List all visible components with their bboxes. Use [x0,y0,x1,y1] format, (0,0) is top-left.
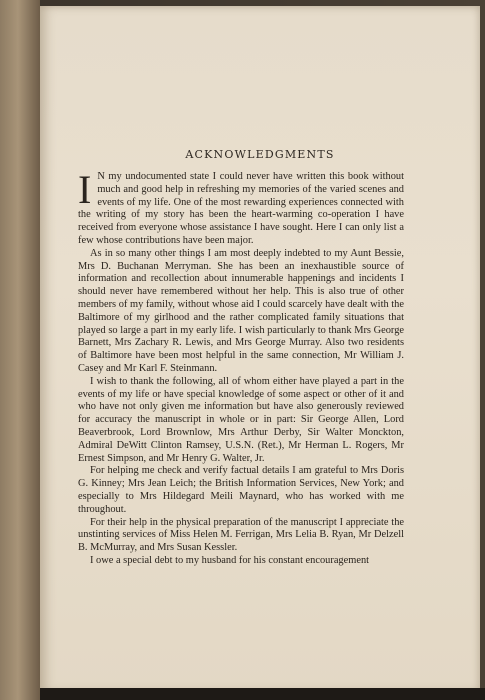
body-text [78,167,404,568]
paragraph-3: I wish to thank the following, all of whom either have played a part in the events of my life or have special knowledge of some aspect or other of it and who have not only given me information but have also generously reviewed for accuracy the manuscript in whole or in part: Sir George Allen, Lord Beaverbrook, Lord Brownlow, Mrs Arthur Derby, Sir Walter Monckton, Admiral DeWitt Clinton Ramsey, U.S.N. (Ret.), Mr Herman L. Rogers, Mr Ernest Simpson, and Mr Henry G. Walter, Jr. [78,375,404,464]
drop-cap: I [78,167,92,212]
paragraph-6: I owe a special debt to my husband for his constant encouragement [90,554,370,566]
page-bottom-edge [40,688,485,700]
paragraph-1 [78,167,404,248]
paragraph-1-text: N my undocumented state I could never have written this book without much and good help in refreshing my memories of the varied scenes and events of my life. One of the most rewarding experiences connected with the writing of my story has been the heart-warming co-operation I have received from everyone whose assistance I have sought. Here I can only list a few whose contributions have been major. [78,171,404,246]
paragraph-2: As in so many other things I am most deeply indebted to my Aunt Bessie, Mrs D. Buchanan Merryman. She has been an inexhaustible source of information and recollection about innumerable happenings and incidents I should never have remembered without her help. This is also true of other members of my family, without whose aid I could scarcely have dealt with the Baltimore of my girlhood and the rather complicated family situations that played so large a part in my early life. I wish particularly to thank Mrs George Barnett, Mrs Zachary R. Lewis, and Mrs George Murray. Also two residents of Baltimore have been most helpful in the same connection, Mr William J. Casey and Mr Karl F. Steinmann. [78,247,404,374]
book-binding [0,0,40,700]
paragraph-4: For helping me check and verify factual details I am grateful to Mrs Doris G. Kinney; Mrs Jean Leich; the British Information Services, New York; and especially to Mrs Hildegard Meili Maynard, who has worked with me throughout. [78,465,404,515]
page-heading: ACKNOWLEDGMENTS [185,148,335,161]
paragraph-5: For their help in the physical preparation of the manuscript I appreciate the unstinting services of Miss Helen M. Ferrigan, Mrs Lelia B. Ryan, Mr Delzell B. McMurray, and Mrs Susan Kessler. [78,516,404,554]
